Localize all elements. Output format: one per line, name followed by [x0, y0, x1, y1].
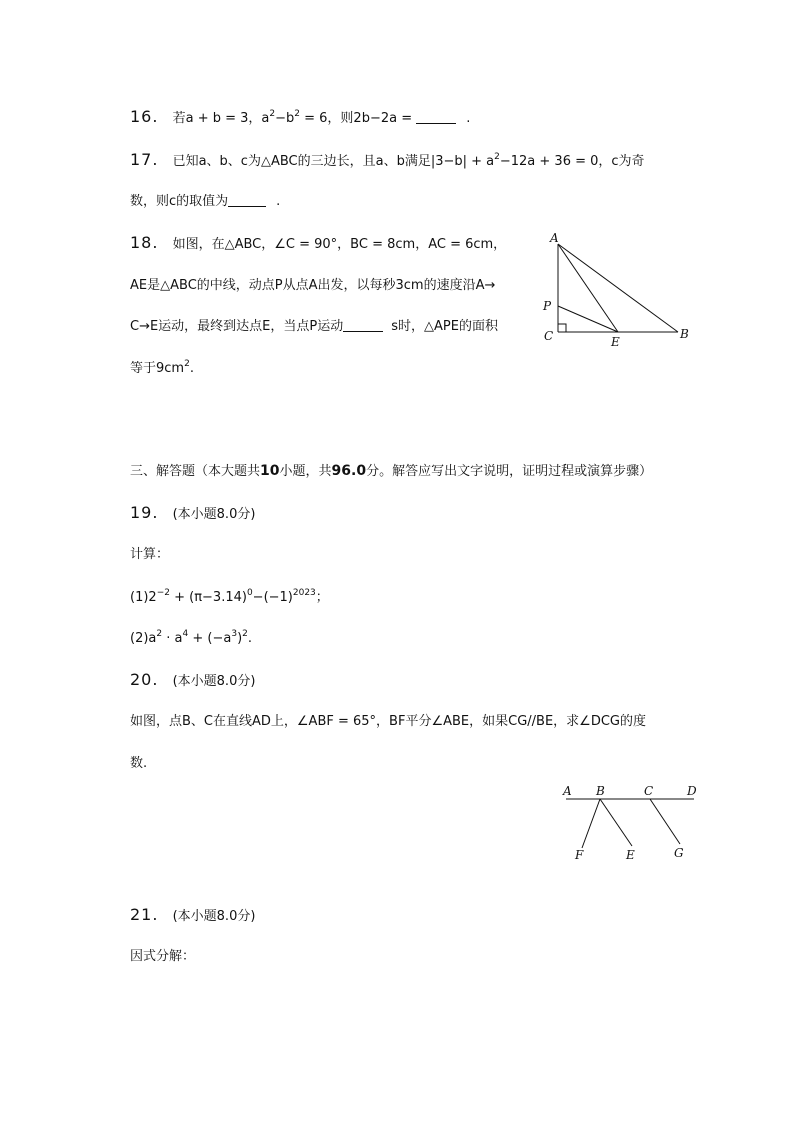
question-19-intro — [130, 546, 169, 564]
expr: ) — [237, 631, 243, 646]
question-number: 20. — [130, 670, 159, 689]
section-text: 小题，共 — [279, 464, 332, 479]
question-17-line-2 — [130, 193, 280, 211]
question-18-line-1 — [130, 234, 506, 254]
question-17-line-1 — [130, 151, 645, 171]
question-21-header — [130, 906, 255, 926]
question-19-header — [130, 504, 255, 524]
question-18-line-3 — [130, 318, 498, 336]
question-text: 数. — [130, 756, 148, 771]
total-score: 96.0 — [331, 463, 367, 479]
question-21-intro — [130, 948, 195, 966]
question-number: 18. — [130, 233, 159, 252]
superscript: −2 — [156, 588, 170, 598]
question-meta: (本小题8.0分) — [172, 674, 256, 689]
label-d: D — [687, 784, 697, 798]
label-c: C — [644, 784, 654, 798]
question-19-part-1 — [130, 589, 329, 607]
label-f: F — [575, 848, 584, 862]
section-text: 三、解答题（本大题共 — [130, 464, 261, 479]
superscript: 2 — [184, 359, 190, 369]
label-p: P — [543, 299, 552, 313]
question-20-line-1 — [130, 713, 646, 731]
question-text: −b — [275, 111, 295, 126]
question-meta: (本小题8.0分) — [172, 507, 256, 522]
period: . — [276, 194, 281, 209]
superscript: 2023 — [292, 588, 316, 598]
superscript: 2 — [242, 629, 248, 639]
label-e: E — [626, 848, 635, 862]
expr: −(−1) — [252, 590, 293, 605]
superscript: 2 — [269, 109, 276, 119]
superscript: 2 — [156, 629, 163, 639]
question-18-line-4 — [130, 360, 194, 378]
question-meta: (本小题8.0分) — [172, 909, 256, 924]
expr: . — [247, 631, 253, 646]
question-number: 19. — [130, 503, 159, 522]
ray-be — [600, 799, 632, 846]
question-18-line-2 — [130, 277, 495, 295]
question-text: AE是△ABC的中线，动点P从点A出发，以每秒3cm的速度沿A→ — [130, 278, 496, 293]
question-text: 等于9cm — [130, 361, 185, 376]
expr: · a — [162, 631, 183, 646]
question-text: = 6，则2b−2a = — [300, 111, 417, 126]
label-b: B — [596, 784, 605, 798]
label-c: C — [544, 329, 554, 343]
ray-bf — [582, 799, 600, 848]
answer-blank[interactable] — [228, 194, 266, 207]
question-number: 17. — [130, 150, 159, 169]
section-text: 分。解答应写出文字说明，证明过程或演算步骤） — [366, 464, 653, 479]
period: . — [189, 361, 194, 376]
question-count: 10 — [260, 463, 280, 479]
superscript: 2 — [294, 109, 300, 119]
label-a: A — [550, 231, 559, 245]
superscript: 2 — [494, 152, 500, 162]
question-number: 16. — [130, 107, 159, 126]
label-a: A — [563, 784, 572, 798]
question-16 — [130, 108, 470, 128]
question-19-part-2 — [130, 630, 252, 648]
segment-ab — [558, 244, 678, 332]
lines-figure — [560, 780, 706, 866]
question-text: −12a + 36 = 0，c为奇 — [499, 154, 645, 169]
question-text: 若a + b = 3，a — [172, 111, 270, 126]
expr: (2)a — [130, 631, 157, 646]
right-angle-mark — [558, 324, 566, 332]
expr: ； — [315, 590, 329, 605]
expr: (1)2 — [130, 590, 157, 605]
ray-cg — [650, 799, 680, 844]
question-text: s时，△APE的面积 — [391, 319, 498, 334]
question-number: 21. — [130, 905, 159, 924]
question-text: 数，则c的取值为 — [130, 194, 229, 209]
period: . — [466, 111, 471, 126]
answer-blank[interactable] — [416, 111, 456, 124]
label-e: E — [611, 335, 620, 349]
question-text: 因式分解： — [130, 949, 196, 964]
triangle-figure — [540, 228, 700, 352]
question-text: 计算： — [130, 547, 170, 562]
question-text: 已知a、b、c为△ABC的三边长，且a、b满足|3−b| + a — [172, 154, 495, 169]
question-text: C→E运动，最终到达点E，当点P运动 — [130, 319, 344, 334]
label-g: G — [674, 846, 684, 860]
superscript: 4 — [182, 629, 189, 639]
question-text: 如图，点B、C在直线AD上，∠ABF = 65°，BF平分∠ABE，如果CG//BE，求∠DCG的度 — [130, 714, 646, 729]
question-20-header — [130, 671, 255, 691]
expr: + (−a — [188, 631, 232, 646]
section-heading — [130, 462, 652, 481]
superscript: 0 — [246, 588, 253, 598]
question-text: 如图，在△ABC，∠C = 90°，BC = 8cm，AC = 6cm， — [172, 237, 507, 252]
question-20-line-2 — [130, 755, 147, 773]
superscript: 3 — [231, 629, 238, 639]
answer-blank[interactable] — [343, 319, 383, 332]
label-b: B — [680, 327, 689, 341]
expr: + (π−3.14) — [169, 590, 247, 605]
